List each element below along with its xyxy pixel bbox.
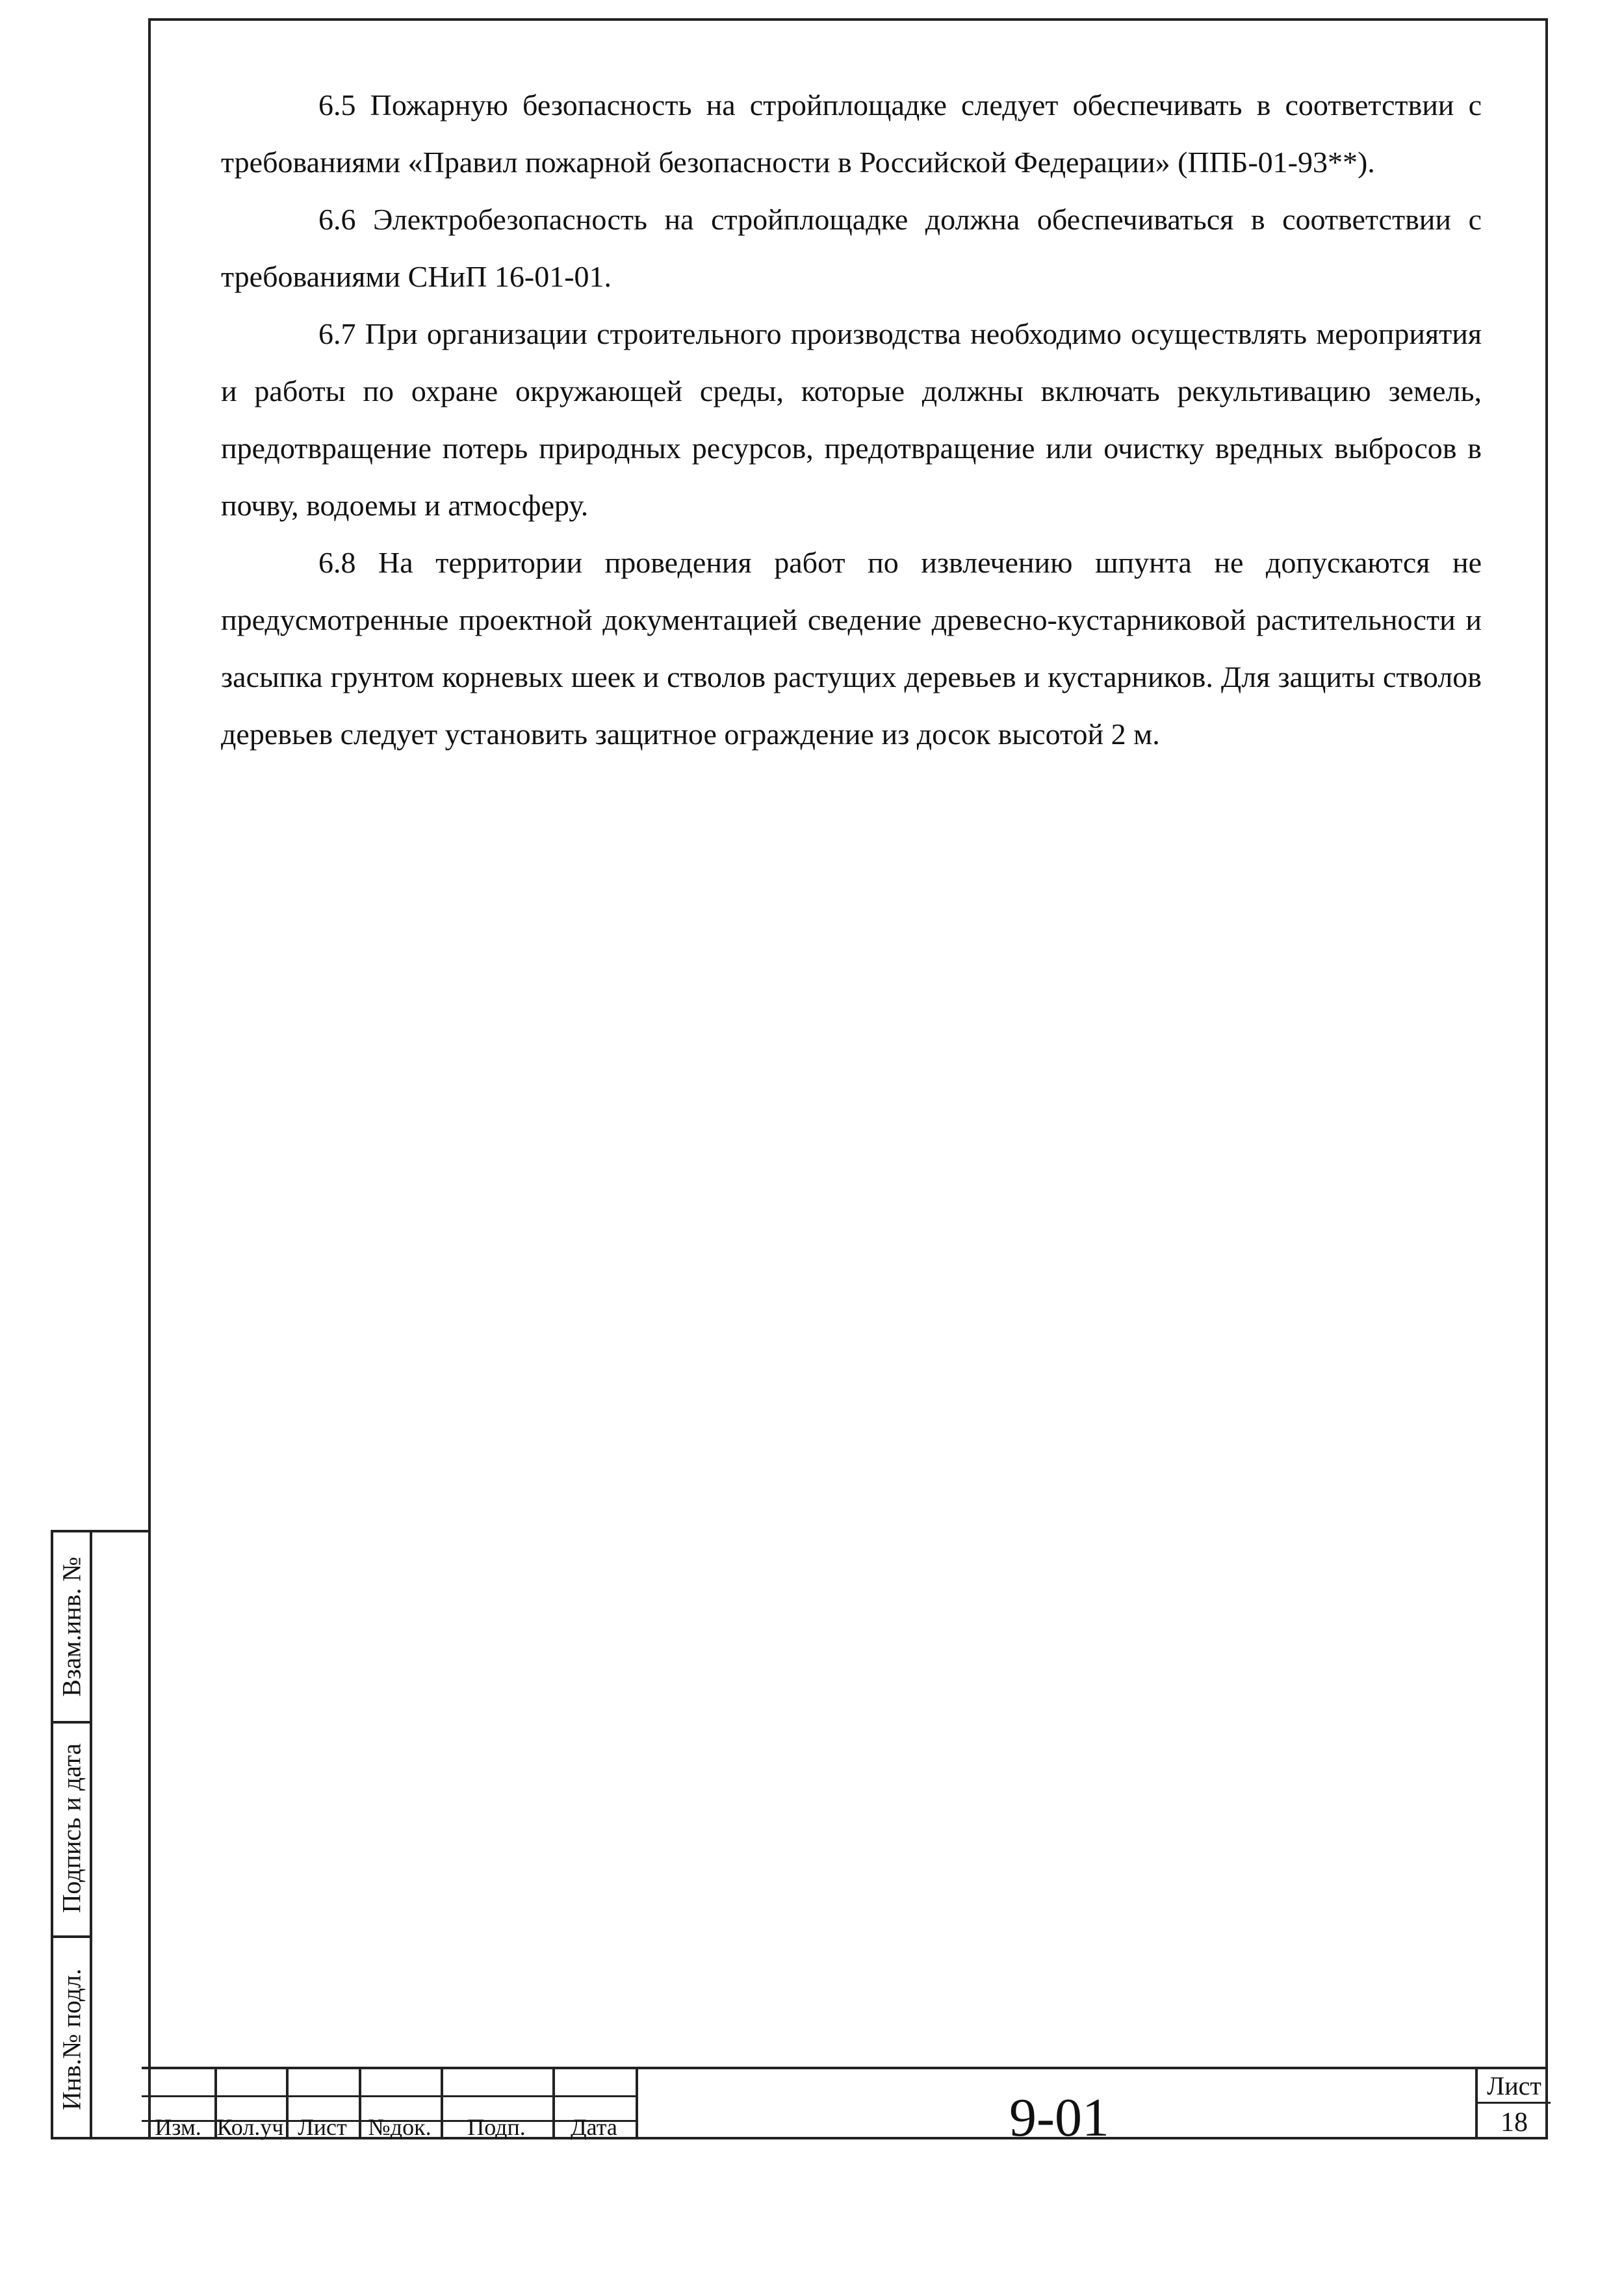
col-ndok: №док. <box>368 2114 432 2140</box>
paragraph-6-6: 6.6 Электробезопасность на стройплощадке должна обеспечиваться в соответствии с требованиями СНиП 16-01-01. <box>221 203 1482 293</box>
col-izm: Изм. <box>155 2114 201 2140</box>
paragraph-6-5: 6.5 Пожарную безопасность на стройплощадке следует обеспечивать в соответствии с требованиями «Правил пожарной безопасности в Российской Федерации» (ППБ-01-93**). <box>221 88 1482 179</box>
sheet-box <box>1475 2067 1551 2139</box>
side-stamp <box>51 1530 148 2139</box>
replace-inv-label: Взам.инв. № <box>57 1557 86 1697</box>
sheet-number: 18 <box>1501 2108 1528 2138</box>
col-data: Дата <box>571 2114 617 2140</box>
paragraph-6-7: 6.7 При организации строительного производства необходимо осуществлять мероприятия и работы по охране окружающей среды, которые должны включать рекультивацию земель, предотвращение потерь природных ресурсов, предотвращение или очистку вредных выбросов в почву, водоемы и атмосферу. <box>221 317 1482 522</box>
col-koluch: Кол.уч <box>216 2114 284 2140</box>
inv-orig-label: Инв.№ подл. <box>57 1969 86 2110</box>
col-podp: Подп. <box>467 2114 526 2140</box>
document-body <box>221 77 1482 763</box>
col-list: Лист <box>298 2114 347 2140</box>
paragraph-6-8: 6.8 На территории проведения работ по извлечению шпунта не допускаются не предусмотренные проектной документацией сведение древесно-кустарниковой растительности и засыпка грунтом корневых шеек и стволов растущих деревьев и кустарников. Для защиты стволов деревьев следует установить защитное ограждение из досок высотой 2 м. <box>221 546 1482 751</box>
sheet-label: Лист <box>1487 2071 1541 2100</box>
sign-date-label: Подпись и дата <box>57 1743 86 1913</box>
document-code: 9-01 <box>1009 2087 1109 2148</box>
